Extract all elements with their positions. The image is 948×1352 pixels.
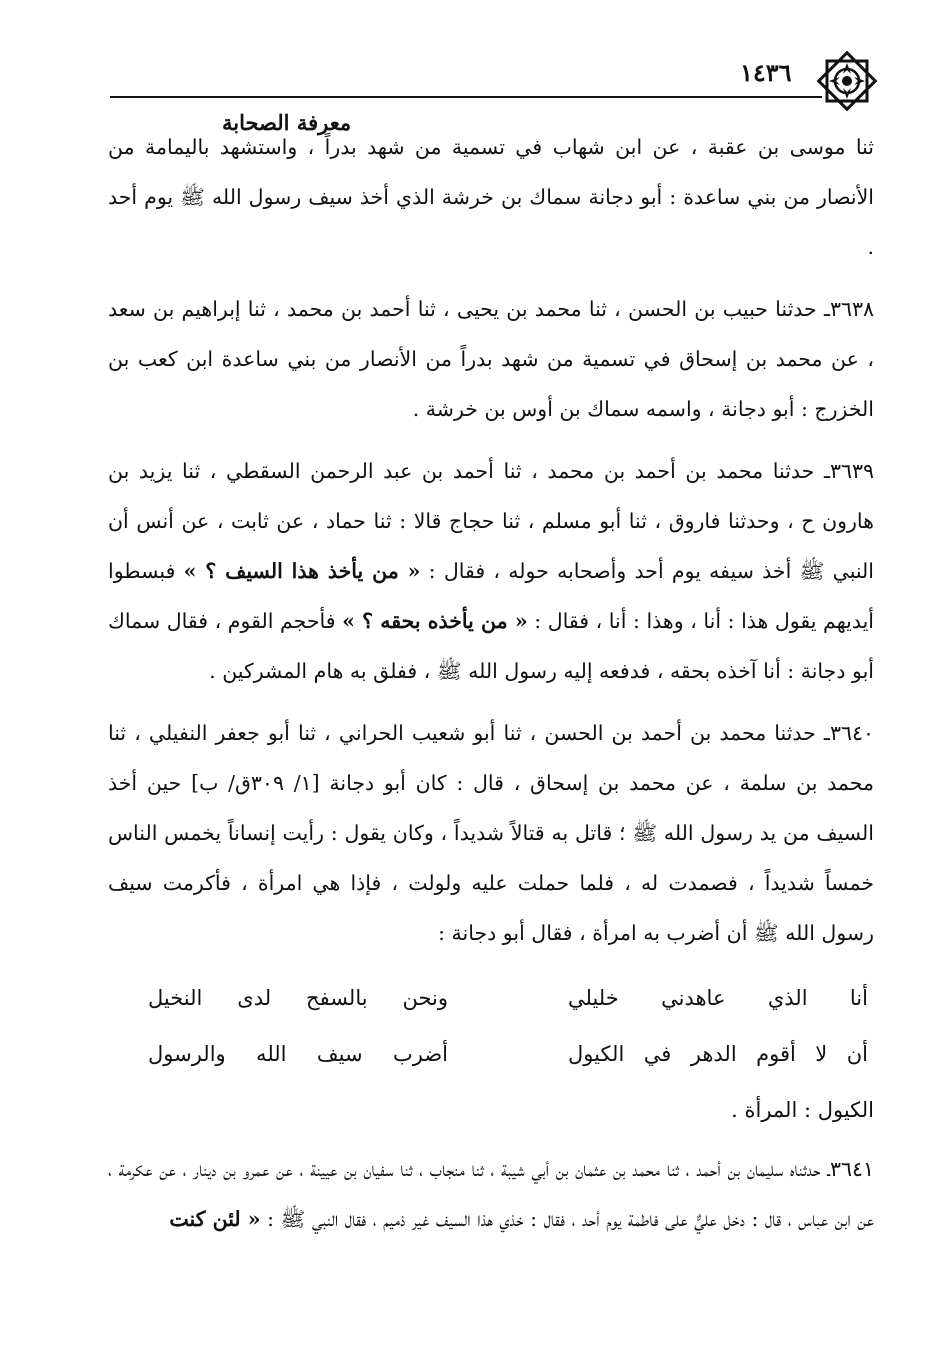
passage-text: ٣٦٣٨ـ حدثنا حبيب بن الحسن ، ثنا محمد بن يحيى ، ثنا أحمد بن محمد ، ثنا إبراهيم بن سعد ، عن محمد بن إسحاق في تسمية من شهد بدراً من الأنصار من بني ساعدة ابن كعب بن الخزرج : أبو دجانة ، واسمه سماك بن أوس بن خرشة . [108, 297, 874, 421]
main-text [108, 122, 874, 1256]
paragraph-3641 [108, 1144, 874, 1244]
paragraph-3639 [108, 446, 874, 696]
verse-second-hemistich: أضرب سيف الله والرسول [148, 1042, 448, 1066]
verse-first-hemistich: أنا الذي عاهدني خليلي [568, 986, 868, 1010]
eight-point-star-ornament-icon [816, 50, 878, 112]
verse-second-hemistich: ونحن بالسفح لدى النخيل [148, 986, 448, 1010]
hadith-quote: « لئن كنت [169, 1207, 261, 1231]
paragraph-3640 [108, 708, 874, 958]
verse-first-hemistich: أن لا أقوم الدهر في الكيول [568, 1042, 868, 1066]
book-title: معرفة الصحابة [222, 110, 352, 135]
paragraph-3638 [108, 284, 874, 434]
passage-text: ٣٦٤١ـ حدثناه سليمان بن أحمد ، ثنا محمد بن عثمان بن أبي شيبة ، ثنا منجاب ، ثنا سفيان بن عيينة ، عن عمرو بن دينار ، عن عكرمة ، عن ابن عباس ، قال : دخل عليٌّ على فاطمة يوم أحد ، فقال : خذي هذا السيف غير ذميم ، فقال النبي ﷺ : [108, 1157, 874, 1231]
page-number: ١٤٣٦ [740, 58, 792, 87]
hadith-quote: « من يأخذ هذا السيف ؟ » [183, 559, 421, 583]
hadith-quote: « من يأخذه بحقه ؟ » [342, 609, 528, 633]
passage-text: ٣٦٣٩ـ حدثنا محمد بن أحمد بن محمد ، ثنا أحمد بن عبد الرحمن السقطي ، ثنا يزيد بن هارون ح ، وحدثنا فاروق ، ثنا أبو مسلم ، ثنا حجاج قالا : ثنا حماد ، عن ثابت ، عن أنس أن النبي ﷺ أخذ سيفه يوم أحد وأصحابه حوله ، فقال : [108, 459, 875, 583]
passage-text: ثنا موسى بن عقبة ، عن ابن شهاب في تسمية من شهد بدراً ، واستشهد باليمامة من الأنصار من بني ساعدة : أبو دجانة سماك بن خرشة الذي أخذ سيف رسول الله ﷺ يوم أحد . [108, 135, 874, 259]
paragraph-intro [108, 122, 874, 272]
header-rule [110, 96, 822, 98]
passage-text: فأحجم القوم ، فقال سماك أبو دجانة : أنا آخذه بحقه ، فدفعه إليه رسول الله ﷺ ، ففلق به هام المشركين . [108, 609, 874, 683]
poem-verse [108, 970, 874, 1026]
poem-verse [108, 1026, 874, 1082]
passage-text: فبسطوا أيديهم يقول هذا : أنا ، وهذا : أنا ، فقال : [108, 559, 875, 633]
passage-text: ٣٦٤٠ـ حدثنا محمد بن أحمد بن الحسن ، ثنا أبو شعيب الحراني ، ثنا أبو جعفر النفيلي ، ثنا محمد بن سلمة ، عن محمد بن إسحاق ، قال : كان أبو دجانة [١/ ٣٠٩ق/ ب] حين أخذ السيف من يد رسول الله ﷺ ؛ قاتل به قتالاً شديداً ، وكان يقول : رأيت إنساناً يخمس الناس خمساً شديداً ، فصمدت له ، فلما حملت عليه ولولت ، فإذا هي امرأة ، فأكرمت سيف رسول الله ﷺ أن أضرب به امرأة ، فقال أبو دجانة : [108, 721, 875, 945]
word-gloss: الكيول : المرأة . [731, 1098, 874, 1122]
